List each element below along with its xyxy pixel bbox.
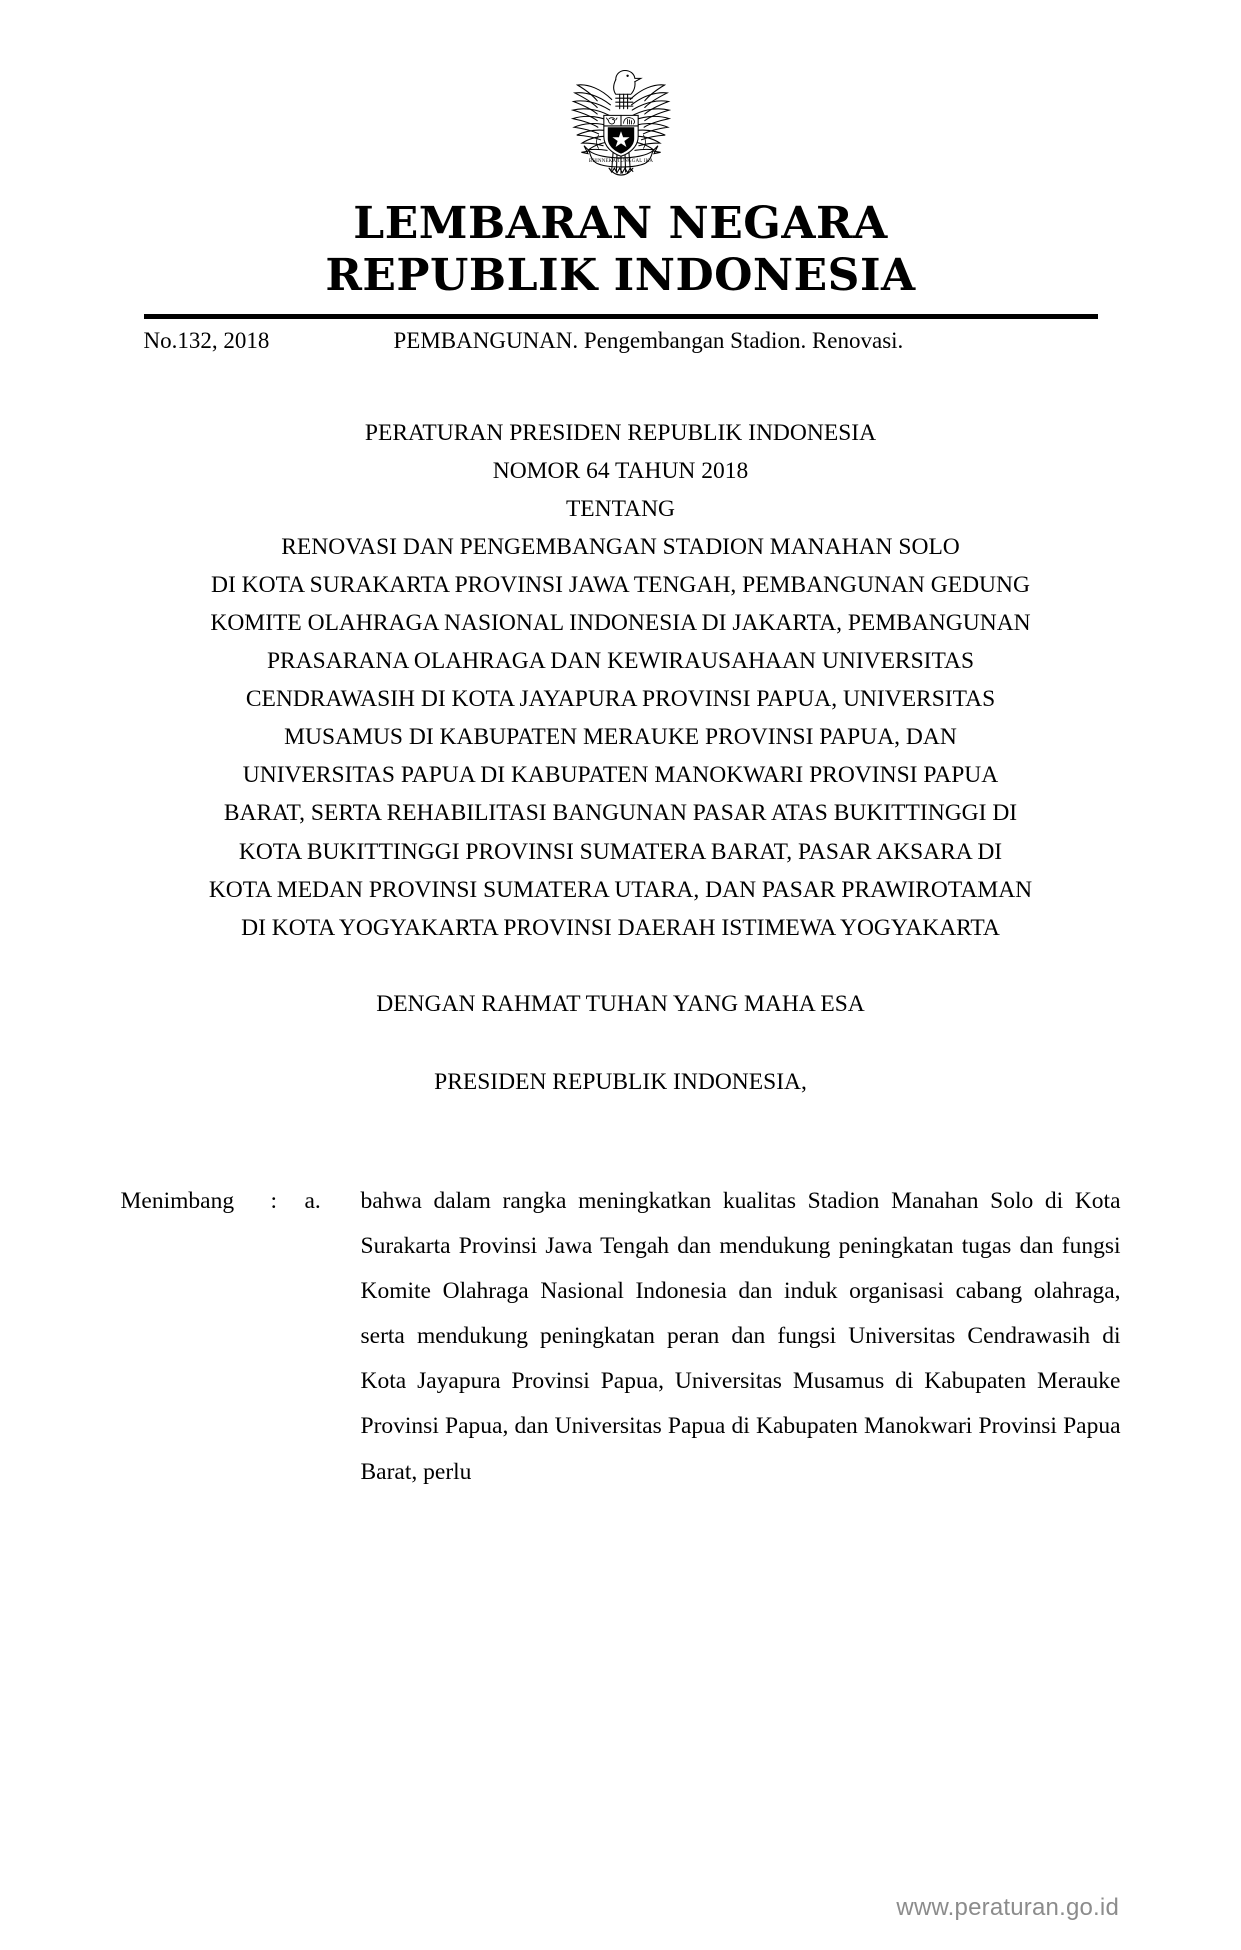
- regulation-heading: [121, 414, 1121, 947]
- regulation-title-line: RENOVASI DAN PENGEMBANGAN STADION MANAHAN SOLO: [281, 534, 960, 561]
- gazette-number: No.132, 2018: [143, 327, 270, 353]
- svg-text:BHINNEKA TUNGGAL IKA: BHINNEKA TUNGGAL IKA: [588, 159, 653, 165]
- considerations-colon: :: [270, 1187, 278, 1214]
- masthead-title-line-1: LEMBARAN NEGARA: [353, 198, 888, 249]
- masthead: [0, 0, 1241, 302]
- regulation-title: [121, 528, 1121, 947]
- regulation-title-line: MUSAMUS DI KABUPATEN MERAUKE PROVINSI PAPUA, DAN: [284, 724, 957, 751]
- regulation-title-line: UNIVERSITAS PAPUA DI KABUPATEN MANOKWARI PROVINSI PAPUA: [242, 762, 999, 789]
- considerations-section: [121, 1179, 1121, 1495]
- footer-watermark: www.peraturan.go.id: [896, 1894, 1119, 1921]
- consideration-text: bahwa dalam rangka meningkatkan kualitas Stadion Manahan Solo di Kota Surakarta Provinsi Jawa Tengah dan mendukung peningkatan tugas dan fungsi Komite Olahraga Nasional Indonesia dan induk organisasi cabang olahraga, serta mendukung peningkatan peran dan fungsi Universitas Cendrawasih di Kota Jayapura Provinsi Papua, Universitas Musamus di Kabupaten Merauke Provinsi Papua, dan Universitas Papua di Kabupaten Manokwari Provinsi Papua Barat, perlu: [360, 1187, 1121, 1485]
- gazette-info-row: [144, 325, 1098, 356]
- regulation-about-label: TENTANG: [565, 495, 676, 522]
- regulation-title-line: PRASARANA OLAHRAGA DAN KEWIRAUSAHAAN UNIVERSITAS: [266, 648, 975, 675]
- garuda-pancasila-emblem: [555, 52, 687, 184]
- regulation-title-line: KOTA MEDAN PROVINSI SUMATERA UTARA, DAN PASAR PRAWIROTAMAN: [208, 876, 1033, 903]
- regulation-type: PERATURAN PRESIDEN REPUBLIK INDONESIA: [364, 419, 877, 446]
- considerations-label: Menimbang: [120, 1187, 235, 1214]
- consideration-marker: a.: [304, 1187, 321, 1214]
- blessing-line: DENGAN RAHMAT TUHAN YANG MAHA ESA: [376, 990, 865, 1017]
- masthead-divider: [144, 314, 1098, 319]
- regulation-title-line: BARAT, SERTA REHABILITASI BANGUNAN PASAR ATAS BUKITTINGGI DI: [223, 800, 1018, 827]
- regulation-title-line: KOTA BUKITTINGGI PROVINSI SUMATERA BARAT, PASAR AKSARA DI: [238, 838, 1003, 865]
- signatory-line: PRESIDEN REPUBLIK INDONESIA,: [434, 1068, 807, 1095]
- regulation-title-line: DI KOTA YOGYAKARTA PROVINSI DAERAH ISTIMEWA YOGYAKARTA: [241, 914, 1000, 941]
- regulation-number: NOMOR 64 TAHUN 2018: [492, 457, 749, 484]
- regulation-title-line: DI KOTA SURAKARTA PROVINSI JAWA TENGAH, PEMBANGUNAN GEDUNG: [211, 572, 1030, 599]
- masthead-title-line-2: REPUBLIK INDONESIA: [325, 249, 916, 301]
- gazette-subject: PEMBANGUNAN. Pengembangan Stadion. Renovasi.: [393, 327, 904, 353]
- regulation-title-line: KOMITE OLAHRAGA NASIONAL INDONESIA DI JAKARTA, PEMBANGUNAN: [210, 610, 1031, 637]
- masthead-title: [0, 198, 1241, 302]
- regulation-title-line: CENDRAWASIH DI KOTA JAYAPURA PROVINSI PAPUA, UNIVERSITAS: [245, 686, 996, 713]
- consideration-item: [121, 1179, 1121, 1495]
